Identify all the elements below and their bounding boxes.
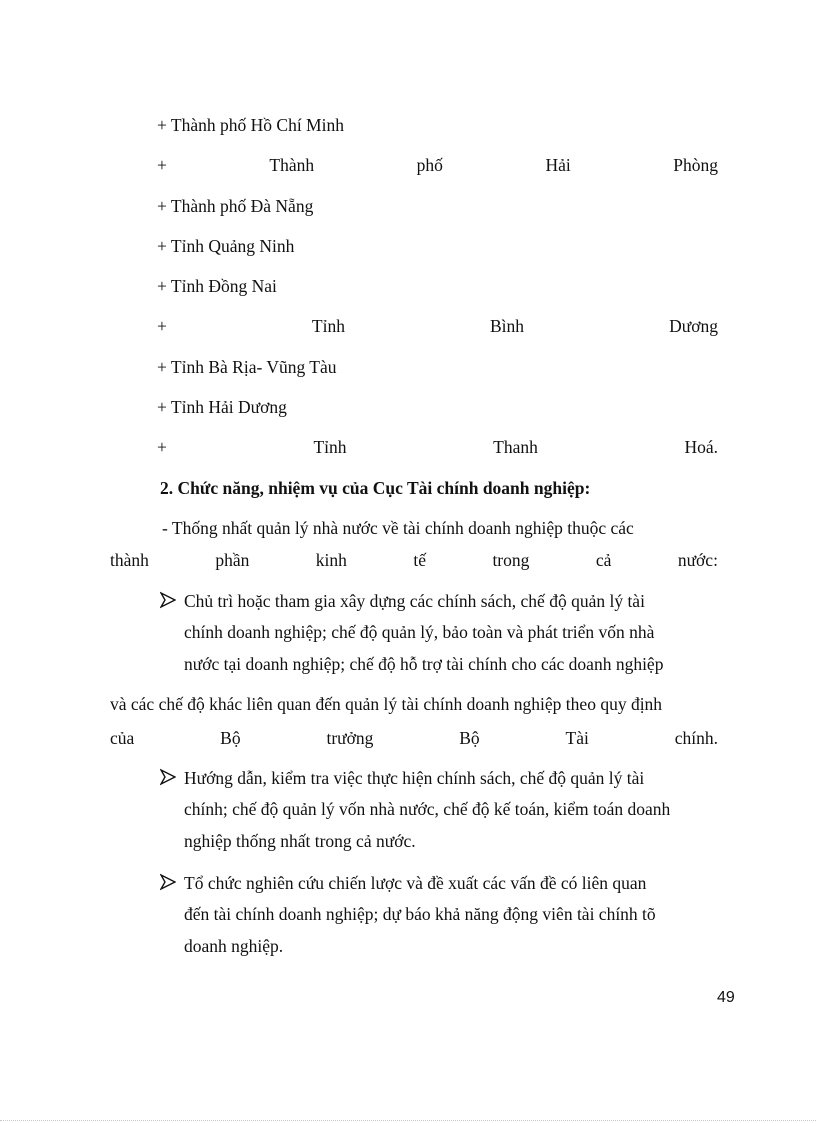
word: + <box>157 155 167 175</box>
word: Bộ <box>459 728 480 748</box>
word: Bình <box>490 316 525 336</box>
bullet-text-line: chính doanh nghiệp; chế độ quản lý, bảo toàn và phát triển vốn nhà <box>184 622 655 642</box>
bullet-text-line: doanh nghiệp. <box>184 936 284 956</box>
city-item: + Thành phố Đà Nẵng <box>157 196 314 216</box>
word: + <box>157 437 167 457</box>
word: kinh <box>315 550 347 570</box>
city-item <box>157 154 718 176</box>
word: phần <box>215 550 250 570</box>
bullet-text-line: Tổ chức nghiên cứu chiến lược và đề xuất các vấn đề có liên quan <box>184 873 647 893</box>
word: Dương <box>669 316 718 336</box>
arrowhead-bullet-icon <box>160 871 176 893</box>
bullet-text-line: nước tại doanh nghiệp; chế độ hỗ trợ tài chính cho các doanh nghiệp <box>184 654 664 674</box>
word: Hoá. <box>684 437 718 457</box>
paragraph-line <box>110 727 718 749</box>
word: thành <box>110 550 149 570</box>
word: cả <box>595 550 612 570</box>
arrowhead-bullet-icon <box>160 589 176 611</box>
bullet-text-line: Hướng dẫn, kiểm tra việc thực hiện chính sách, chế độ quản lý tài <box>184 768 645 788</box>
word: Tài <box>565 728 589 748</box>
word: Thành <box>269 155 315 175</box>
city-item: + Tỉnh Bà Rịa- Vũng Tàu <box>157 357 337 377</box>
bullet-text-line: Chủ trì hoặc tham gia xây dựng các chính sách, chế độ quản lý tài <box>184 591 645 611</box>
bullet-text-line: đến tài chính doanh nghiệp; dự báo khả năng động viên tài chính tõ <box>184 904 656 924</box>
page-number: 49 <box>717 989 735 1006</box>
city-item <box>157 436 718 458</box>
bullet-text-line: nghiệp thống nhất trong cả nước. <box>184 831 416 851</box>
arrowhead-bullet-icon <box>160 766 176 788</box>
word: trưởng <box>326 728 374 748</box>
word: Tỉnh <box>311 316 345 336</box>
city-item <box>157 315 718 337</box>
word: chính. <box>674 728 718 748</box>
word: trong <box>492 550 530 570</box>
city-item: + Tỉnh Đồng Nai <box>157 276 277 296</box>
word: Phòng <box>673 155 718 175</box>
page-bottom-border <box>0 1120 816 1121</box>
city-item: + Tỉnh Hải Dương <box>157 397 287 417</box>
paragraph-line: và các chế độ khác liên quan đến quản lý tài chính doanh nghiệp theo quy định <box>110 694 663 714</box>
word: + <box>157 316 167 336</box>
word: tế <box>413 550 426 570</box>
word: Bộ <box>220 728 241 748</box>
intro-line: - Thống nhất quản lý nhà nước về tài chính doanh nghiệp thuộc các <box>162 518 634 538</box>
word: phố <box>416 155 443 175</box>
section-heading: 2. Chức năng, nhiệm vụ của Cục Tài chính doanh nghiệp: <box>160 478 591 498</box>
word: nước: <box>677 550 718 570</box>
intro-line <box>110 549 718 571</box>
word: của <box>110 728 135 748</box>
city-item: + Thành phố Hồ Chí Minh <box>157 115 344 135</box>
word: Tỉnh <box>313 437 347 457</box>
word: Thanh <box>493 437 538 457</box>
city-item: + Tỉnh Quảng Ninh <box>157 236 295 256</box>
bullet-text-line: chính; chế độ quản lý vốn nhà nước, chế độ kế toán, kiểm toán doanh <box>184 799 671 819</box>
word: Hải <box>545 155 571 175</box>
